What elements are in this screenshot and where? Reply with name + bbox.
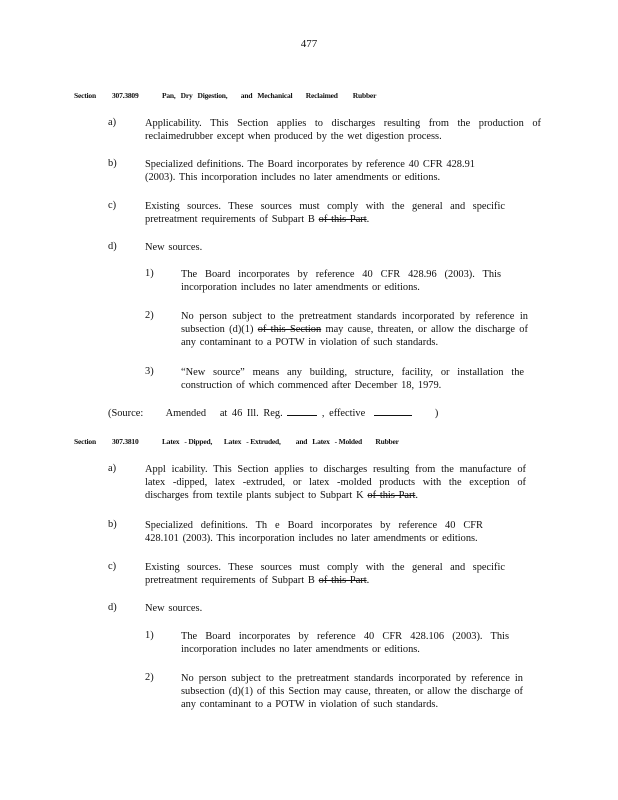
item-marker: c) bbox=[108, 561, 117, 572]
item-marker: a) bbox=[108, 117, 117, 128]
item-marker: d) bbox=[108, 602, 117, 613]
item-paragraph bbox=[145, 158, 475, 184]
subitem-marker: 2) bbox=[145, 672, 154, 683]
section-number: 307.3809 bbox=[112, 91, 139, 100]
struck-text: of this Part bbox=[318, 575, 367, 587]
item-paragraph bbox=[145, 463, 526, 503]
subitem-paragraph bbox=[181, 268, 501, 294]
paragraph-text: Existing sources. These sources must comply with the general and specific pretreatment requirements of Subpart B bbox=[145, 201, 505, 226]
paragraph-text: Specialized definitions. The Board incorporates by reference 40 CFR 428.91 (2003). This incorporation includes no later amendments or editions. bbox=[145, 159, 475, 184]
paragraph-text: Specialized definitions. Th e Board incorporates by reference 40 CFR 428.101 (2003). This incorporation includes no later amendments or editions. bbox=[145, 520, 483, 545]
subitem-paragraph bbox=[181, 672, 523, 712]
item-marker: c) bbox=[108, 200, 117, 211]
item-paragraph bbox=[145, 561, 505, 587]
section-heading bbox=[74, 91, 544, 100]
paragraph-text: The Board incorporates by reference 40 CFR 428.106 (2003). This incorporation includes no later amendments or editions. bbox=[181, 631, 509, 656]
subitem-marker: 1) bbox=[145, 268, 154, 279]
section-number: 307.3810 bbox=[112, 437, 139, 446]
paragraph-text-after: may cause, threaten, or allow the discharge of any contaminant to a POTW in violation of such standards. bbox=[181, 324, 528, 349]
subitem-marker: 1) bbox=[145, 630, 154, 641]
item-marker: b) bbox=[108, 158, 117, 169]
subitem-paragraph bbox=[181, 630, 509, 656]
paragraph-text-after: . bbox=[366, 214, 370, 226]
paragraph-text: New sources. bbox=[145, 603, 203, 614]
source-text: Amended at 46 Ill. Reg. bbox=[165, 408, 283, 419]
subitem-marker: 2) bbox=[145, 310, 154, 321]
page-number: 477 bbox=[300, 38, 318, 50]
paragraph-text: No person subject to the pretreatment standards incorporated by reference in subsection (d)(1) of this Section may cause, threaten, or allow the discharge of any contaminant to a POTW in violation of such standards. bbox=[181, 673, 523, 711]
subitem-paragraph bbox=[181, 366, 524, 392]
paragraph-text: “New source” means any building, structure, facility, or installation the construction of which commenced after December 18, 1979. bbox=[181, 367, 524, 392]
paragraph-text-after: . bbox=[415, 490, 419, 502]
item-marker: b) bbox=[108, 519, 117, 530]
paragraph-text: No person subject to the pretreatment standards incorporated by reference in subsection (d)(1) bbox=[181, 311, 528, 336]
struck-text: of this Section bbox=[257, 324, 322, 336]
paragraph-text: Applicability. This Section applies to discharges resulting from the production of reclaimedrubber except when produced by the wet digestion process. bbox=[145, 118, 541, 143]
section-title: Latex - Dipped, Latex - Extruded, and Latex - Molded Rubber bbox=[162, 437, 399, 446]
paragraph-text: The Board incorporates by reference 40 CFR 428.96 (2003). This incorporation includes no later amendments or editions. bbox=[181, 269, 501, 294]
paragraph-text-after: . bbox=[366, 575, 370, 587]
source-note bbox=[108, 407, 528, 420]
item-paragraph bbox=[145, 117, 541, 143]
struck-text: of this Part bbox=[367, 490, 416, 502]
blank-line bbox=[374, 415, 412, 416]
blank-line bbox=[287, 415, 317, 416]
section-heading bbox=[74, 437, 544, 446]
source-lead: (Source: bbox=[108, 408, 144, 419]
source-close: ) bbox=[434, 408, 439, 419]
item-paragraph bbox=[145, 602, 345, 615]
item-paragraph bbox=[145, 519, 483, 545]
section-title: Pan, Dry Digestion, and Mechanical Reclaimed Rubber bbox=[162, 91, 377, 100]
item-marker: a) bbox=[108, 463, 117, 474]
subitem-paragraph bbox=[181, 310, 528, 350]
subitem-marker: 3) bbox=[145, 366, 154, 377]
item-paragraph bbox=[145, 200, 505, 226]
source-effective: , effective bbox=[321, 408, 366, 419]
section-label: Section bbox=[74, 437, 96, 446]
paragraph-text: Appl icability. This Section applies to discharges resulting from the manufacture of latex -dipped, latex -extruded, or latex -molded products with the exception of discharges from textile plants subject to Subpart K bbox=[145, 464, 526, 502]
paragraph-text: Existing sources. These sources must comply with the general and specific pretreatment requirements of Subpart B bbox=[145, 562, 505, 587]
paragraph-text: New sources. bbox=[145, 242, 203, 253]
item-marker: d) bbox=[108, 241, 117, 252]
item-paragraph bbox=[145, 241, 345, 254]
struck-text: of this Part bbox=[318, 214, 367, 226]
section-label: Section bbox=[74, 91, 96, 100]
